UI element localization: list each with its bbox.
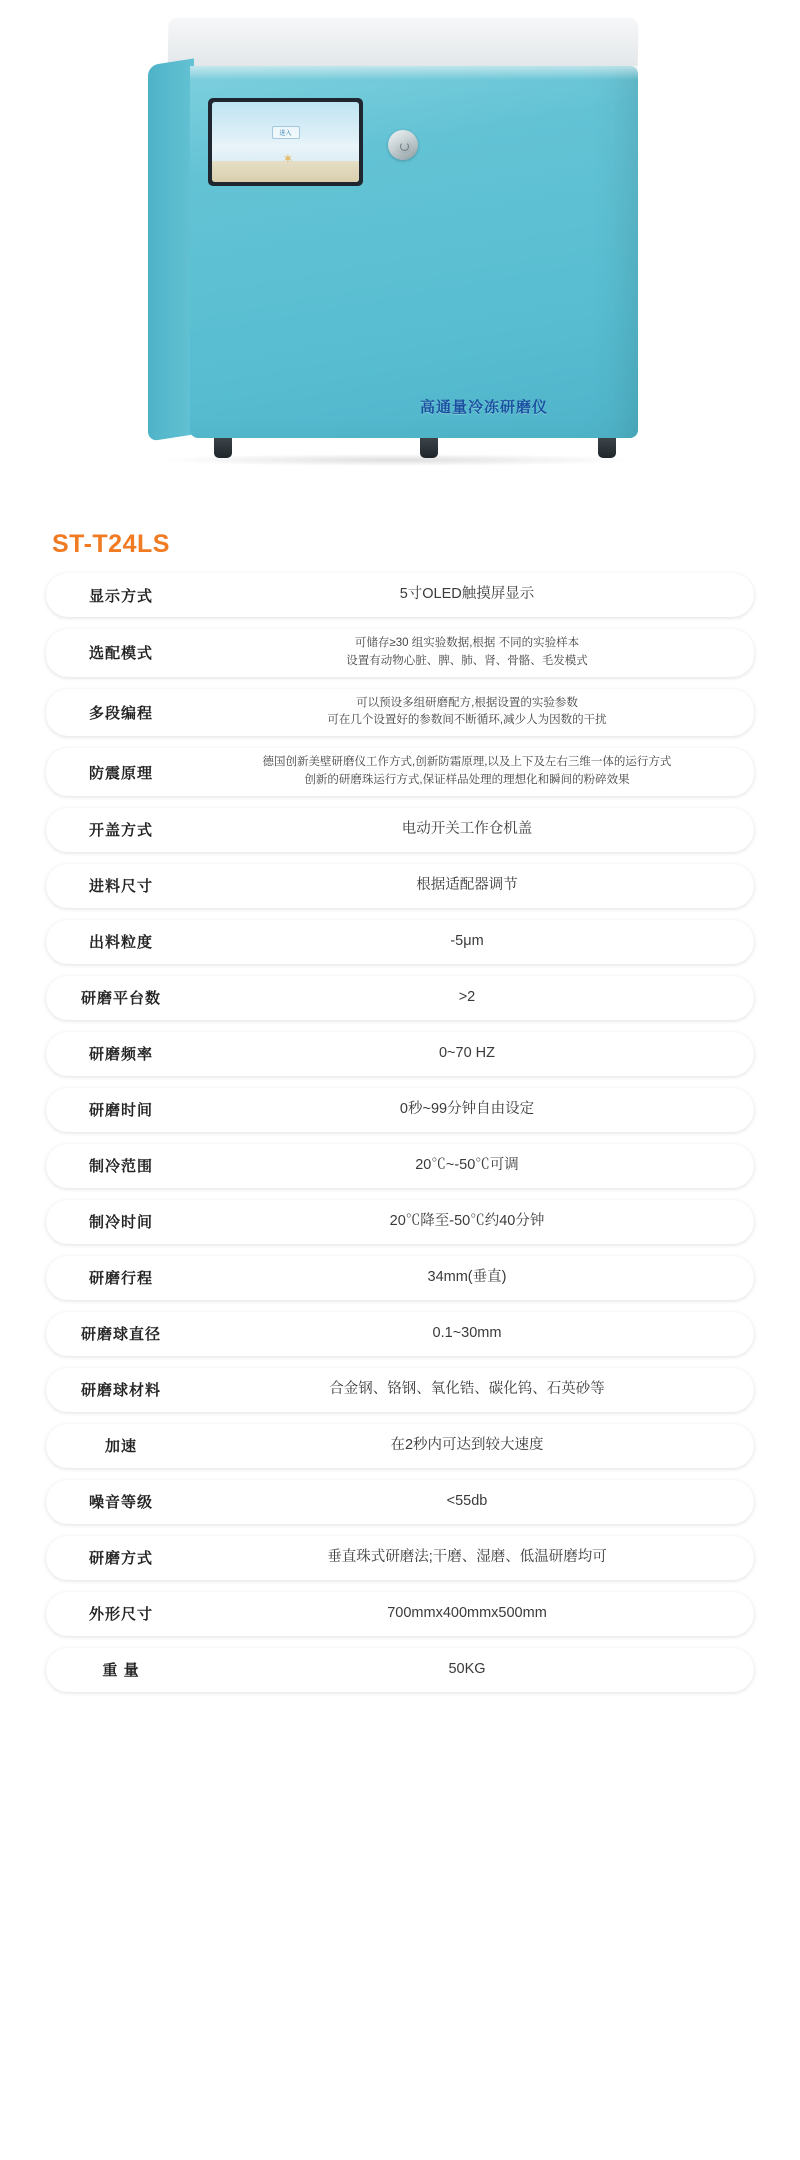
cryogenic-grinder-illustration bbox=[120, 18, 680, 470]
spec-value-line: 20℃降至-50℃约40分钟 bbox=[389, 1213, 545, 1229]
spec-row bbox=[46, 748, 754, 796]
spec-value-line: 700mmx400mmx500mm bbox=[387, 1605, 547, 1621]
spec-row bbox=[46, 1480, 754, 1524]
spec-value-line: 可在几个设置好的参数间不断循环,减少人为因数的干扰 bbox=[327, 714, 607, 727]
spec-value-line: 根据适配器调节 bbox=[416, 877, 518, 893]
spec-value bbox=[196, 1267, 754, 1289]
spec-value-line: 垂直珠式研磨法;干磨、湿磨、低温研磨均可 bbox=[327, 1549, 607, 1565]
spec-value-line: 电动开关工作仓机盖 bbox=[401, 821, 533, 837]
spec-row bbox=[46, 1144, 754, 1188]
spec-label: 防震原理 bbox=[88, 764, 153, 782]
spec-value bbox=[196, 1379, 754, 1401]
spec-value bbox=[196, 1491, 754, 1513]
machine-shadow bbox=[160, 454, 630, 466]
machine-left-panel bbox=[148, 58, 194, 441]
spec-row bbox=[46, 629, 754, 677]
spec-label: 研磨时间 bbox=[88, 1102, 153, 1120]
spec-row bbox=[46, 573, 754, 617]
spec-value bbox=[196, 1099, 754, 1121]
spec-label: 噪音等级 bbox=[88, 1494, 153, 1512]
spec-value-line: 在2秒内可达到较大速度 bbox=[390, 1437, 544, 1453]
spec-row bbox=[46, 1088, 754, 1132]
spec-value bbox=[196, 1435, 754, 1457]
spec-value-line: 创新的研磨珠运行方式,保证样品处理的理想化和瞬间的粉碎效果 bbox=[304, 774, 630, 787]
spec-label: 研磨平台数 bbox=[80, 990, 161, 1008]
spec-value-line: 0~70 HZ bbox=[438, 1045, 496, 1061]
specification-list bbox=[46, 573, 754, 1692]
spec-label: 多段编程 bbox=[88, 704, 153, 722]
spec-value-line: 20℃~-50℃可调 bbox=[415, 1157, 519, 1173]
spec-value bbox=[196, 584, 754, 606]
screen-enter-button[interactable]: 进入 bbox=[271, 126, 299, 139]
spec-value-line: >2 bbox=[458, 989, 476, 1005]
spec-value bbox=[196, 987, 754, 1009]
spec-row bbox=[46, 1648, 754, 1692]
spec-value-line: 5寸OLED触摸屏显示 bbox=[399, 586, 535, 603]
spec-row bbox=[46, 808, 754, 852]
spec-label: 研磨球直径 bbox=[80, 1326, 161, 1344]
spec-value-line: 0.1~30mm bbox=[432, 1325, 502, 1341]
spec-value bbox=[196, 931, 754, 953]
spec-value bbox=[196, 1659, 754, 1681]
spec-value bbox=[196, 754, 754, 790]
spec-row bbox=[46, 689, 754, 737]
power-knob-inner bbox=[395, 137, 412, 154]
spec-label: 加速 bbox=[104, 1438, 137, 1456]
spec-value-line: 50KG bbox=[448, 1661, 486, 1677]
spec-row bbox=[46, 1032, 754, 1076]
spec-value-line: 德国创新美壁研磨仪工作方式,创新防霜原理,以及上下及左右三维一体的运行方式 bbox=[262, 756, 672, 769]
spec-label: 开盖方式 bbox=[88, 822, 153, 840]
spec-label: 研磨球材料 bbox=[80, 1382, 161, 1400]
spec-row bbox=[46, 1424, 754, 1468]
touchscreen-display[interactable] bbox=[212, 102, 359, 182]
spec-row bbox=[46, 1368, 754, 1412]
starfish-icon: ✶ bbox=[282, 150, 294, 166]
spec-value-line: 0秒~99分钟自由设定 bbox=[399, 1101, 535, 1117]
product-brand-text: 高通量冷冻研磨仪 bbox=[419, 399, 548, 416]
power-knob[interactable] bbox=[388, 130, 418, 160]
spec-value bbox=[196, 695, 754, 731]
spec-label: 显示方式 bbox=[88, 587, 153, 605]
spec-label: 出料粒度 bbox=[88, 934, 153, 952]
spec-row bbox=[46, 1256, 754, 1300]
spec-row bbox=[46, 1200, 754, 1244]
page-title: ST-T24LS bbox=[52, 530, 170, 558]
touchscreen-bezel bbox=[208, 98, 363, 186]
spec-value-line: -5μm bbox=[450, 933, 484, 949]
spec-label: 重 量 bbox=[102, 1662, 140, 1680]
spec-label: 研磨行程 bbox=[88, 1270, 153, 1288]
spec-value bbox=[196, 1603, 754, 1625]
spec-label: 研磨频率 bbox=[88, 1046, 153, 1064]
spec-value bbox=[196, 635, 754, 671]
spec-value bbox=[196, 1323, 754, 1345]
spec-value bbox=[196, 1547, 754, 1569]
spec-row bbox=[46, 976, 754, 1020]
spec-value bbox=[196, 1043, 754, 1065]
product-image bbox=[0, 0, 800, 500]
spec-value bbox=[196, 1155, 754, 1177]
spec-row bbox=[46, 1592, 754, 1636]
spec-row bbox=[46, 920, 754, 964]
spec-value-line: 可以预设多组研磨配方,根据设置的实验参数 bbox=[356, 696, 578, 709]
spec-label: 外形尺寸 bbox=[88, 1606, 153, 1624]
spec-value bbox=[196, 819, 754, 841]
spec-value-line: 34mm(垂直) bbox=[427, 1269, 507, 1285]
spec-value-line: 设置有动物心脏、脾、肺、肾、骨骼、毛发模式 bbox=[346, 654, 588, 667]
spec-label: 选配模式 bbox=[88, 645, 153, 663]
spec-value bbox=[196, 875, 754, 897]
spec-row bbox=[46, 1312, 754, 1356]
spec-value-line: 可储存≥30 组实验数据,根据 不同的实验样本 bbox=[354, 637, 580, 649]
spec-label: 进料尺寸 bbox=[88, 878, 153, 896]
spec-value-line: 合金钢、铬钢、氧化锆、碳化钨、石英砂等 bbox=[329, 1381, 605, 1397]
spec-value-line: <55db bbox=[446, 1493, 488, 1509]
spec-label: 研磨方式 bbox=[88, 1550, 153, 1568]
spec-value bbox=[196, 1211, 754, 1233]
spec-row bbox=[46, 1536, 754, 1580]
spec-row bbox=[46, 864, 754, 908]
spec-label: 制冷时间 bbox=[88, 1214, 153, 1232]
spec-label: 制冷范围 bbox=[88, 1158, 153, 1176]
